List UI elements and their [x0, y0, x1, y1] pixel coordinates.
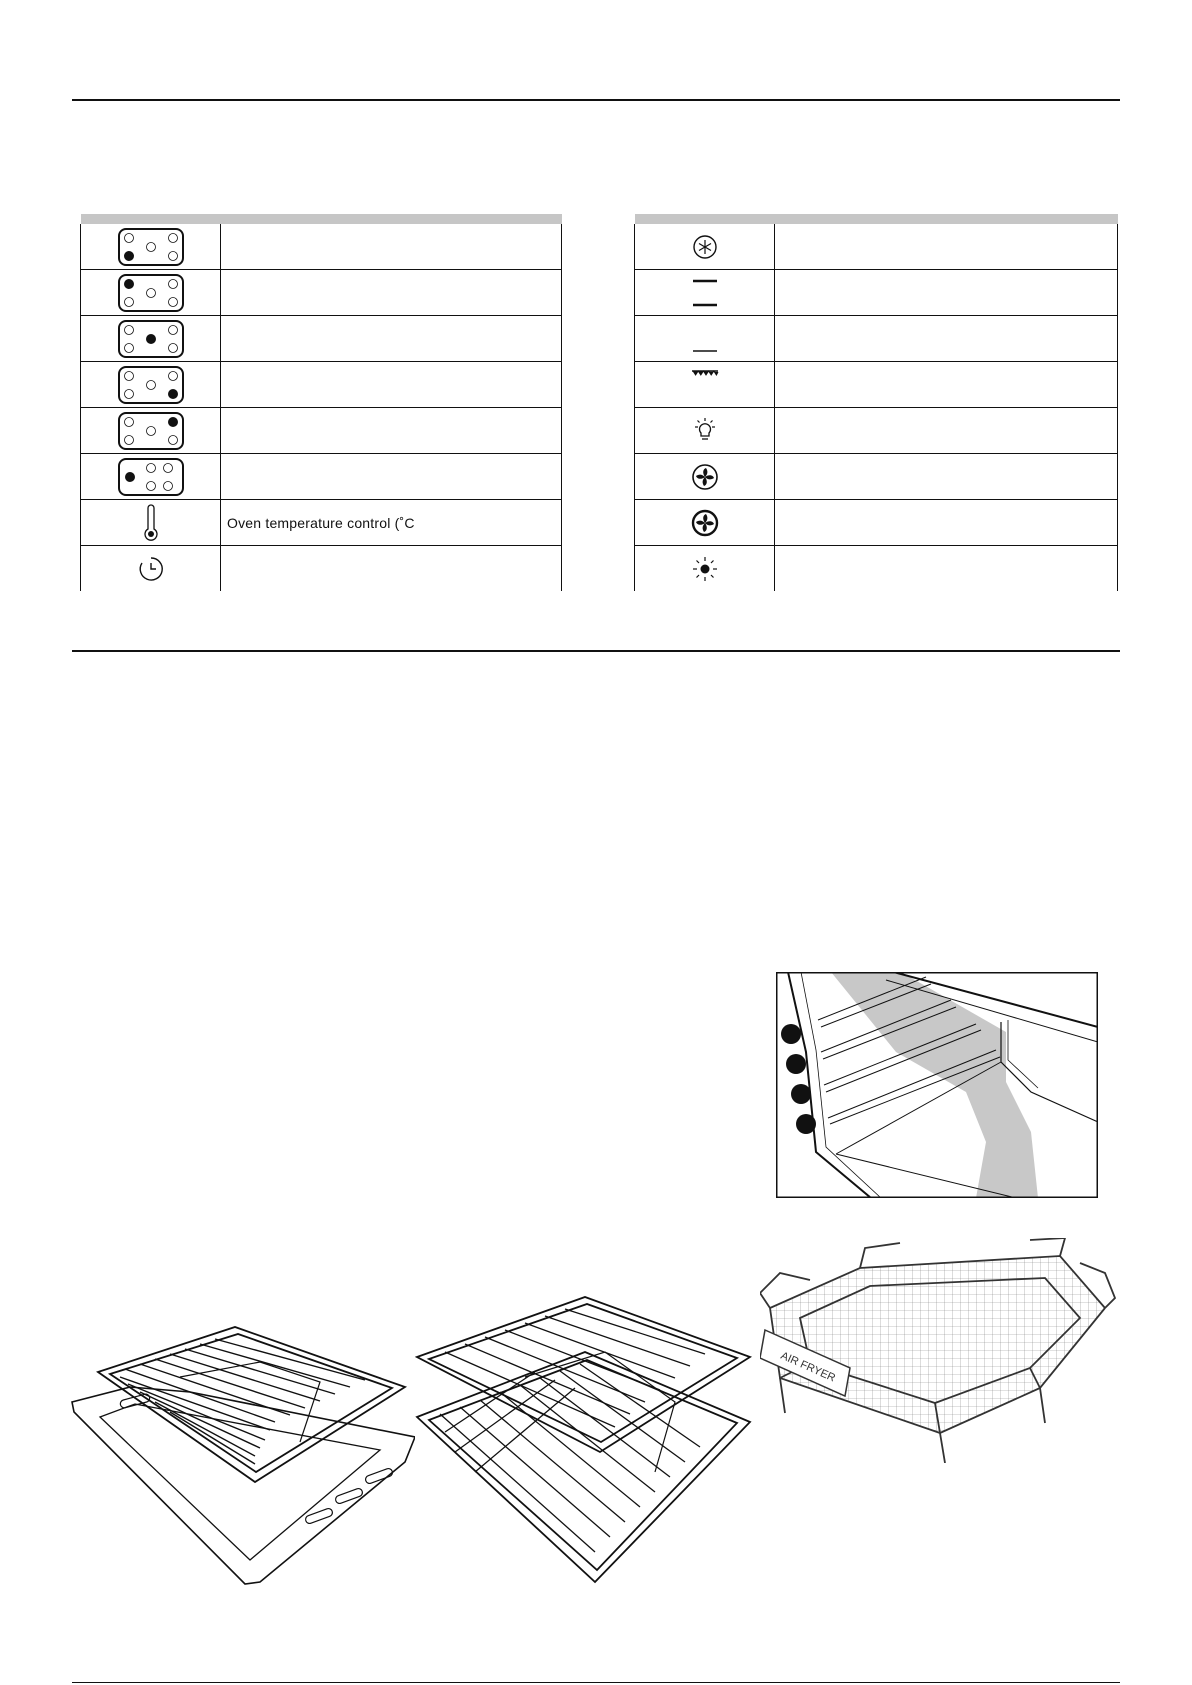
table-row [81, 408, 562, 454]
symbol-label [221, 546, 562, 592]
oven-lamp-icon [635, 408, 775, 454]
table-row [635, 316, 1118, 362]
table-header [635, 214, 1118, 224]
table-row [81, 270, 562, 316]
hob-rear-left-zone-icon [81, 270, 221, 316]
table-row [635, 224, 1118, 270]
oven-functions-table [634, 214, 1118, 591]
thermometer-icon [81, 500, 221, 546]
hob-wok-zone-icon [81, 454, 221, 500]
table-row [81, 500, 562, 546]
table-row [635, 546, 1118, 592]
table-row [81, 546, 562, 592]
function-label [775, 270, 1118, 316]
symbol-label [221, 270, 562, 316]
bottom-heat-icon [635, 316, 775, 362]
symbol-label [221, 454, 562, 500]
table-row [81, 224, 562, 270]
hob-centre-zone-icon [81, 316, 221, 362]
hob-rear-right-zone-icon [81, 408, 221, 454]
fan-heat-icon [635, 500, 775, 546]
table-row [635, 270, 1118, 316]
function-label [775, 454, 1118, 500]
section-rule [72, 650, 1120, 652]
hob-front-right-zone-icon [81, 362, 221, 408]
function-label [775, 224, 1118, 270]
function-label [775, 500, 1118, 546]
symbol-label [221, 408, 562, 454]
bottom-rule [72, 1682, 1120, 1683]
table-row [635, 408, 1118, 454]
table-row [81, 454, 562, 500]
symbol-label [221, 224, 562, 270]
symbol-label [221, 316, 562, 362]
defrost-icon [635, 224, 775, 270]
timer-icon [81, 546, 221, 592]
table-row [81, 316, 562, 362]
function-label [775, 362, 1118, 408]
table-row [635, 454, 1118, 500]
table-header [81, 214, 562, 224]
grill-icon [635, 362, 775, 408]
symbol-label [221, 362, 562, 408]
basket-label: AIR FRYER [778, 1349, 838, 1385]
table-row [81, 362, 562, 408]
table-row [635, 500, 1118, 546]
top-bottom-heat-icon [635, 270, 775, 316]
hob-front-left-zone-icon [81, 224, 221, 270]
top-rule [72, 99, 1120, 101]
function-label [775, 316, 1118, 362]
table-row [635, 362, 1118, 408]
fan-icon [635, 454, 775, 500]
air-fryer-basket-figure [760, 1238, 1120, 1463]
grill-racks-figure [415, 1292, 755, 1587]
tray-and-rack-figure [70, 1322, 415, 1587]
function-label [775, 408, 1118, 454]
hob-symbols-table [80, 214, 562, 591]
symbol-label: Oven temperature control (˚C [221, 500, 562, 546]
function-label [775, 546, 1118, 592]
light-icon [635, 546, 775, 592]
oven-shelf-positions-figure [776, 972, 1098, 1198]
